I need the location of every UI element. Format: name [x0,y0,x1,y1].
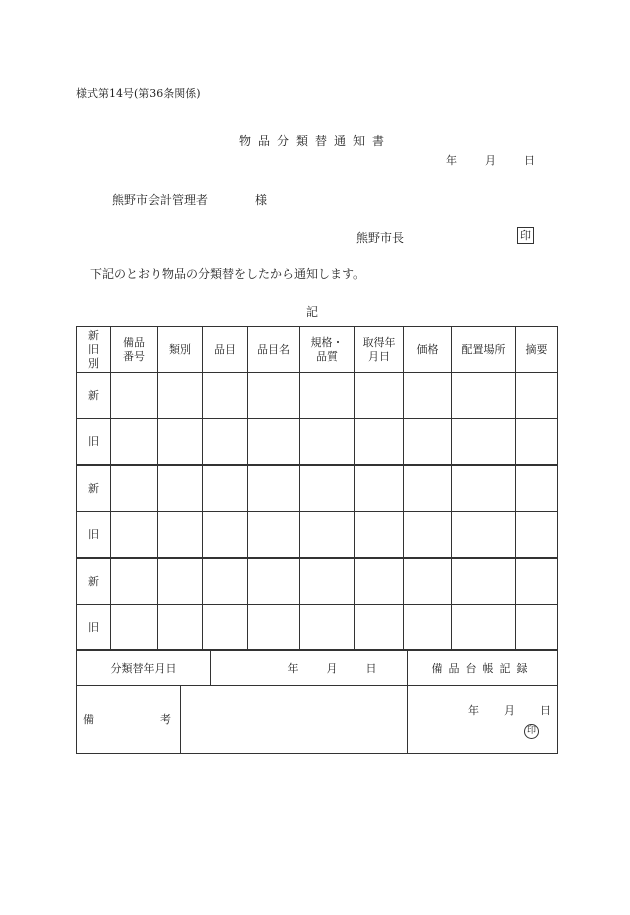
row-kind: 新 [77,373,111,419]
header-kikaku-line1: 規格・ [310,335,344,349]
ledger-seal: 印 [524,724,539,739]
header-kakaku: 価格 [404,327,452,373]
cell[interactable] [203,465,248,512]
reclass-date-value[interactable] [211,650,408,685]
ki-label: 記 [306,305,319,319]
cell[interactable] [404,558,452,605]
cell[interactable] [452,512,516,559]
cell[interactable] [355,558,404,605]
ledger-date [468,702,551,718]
header-shutoku [355,327,404,373]
reclass-month: 月 [326,661,338,675]
header-kikaku-line2: 品質 [316,349,338,363]
header-bihin-no-line2: 番号 [123,349,145,363]
cell[interactable] [203,558,248,605]
ledger-year: 年 [468,703,479,717]
row-kind: 旧 [77,419,111,466]
cell[interactable] [452,373,516,419]
reclass-date-label: 分類替年月日 [77,650,211,685]
cell[interactable] [300,605,355,651]
cell[interactable] [111,558,158,605]
document-title: 物品分類替通知書 [238,134,391,148]
cell[interactable] [404,419,452,466]
table-row [77,512,558,559]
header-kubun-line3: 別 [88,356,99,370]
issue-date [446,152,535,168]
cell[interactable] [203,373,248,419]
cell[interactable] [355,373,404,419]
cell[interactable] [203,419,248,466]
cell[interactable] [158,419,203,466]
header-haichi: 配置場所 [452,327,516,373]
sender-seal: 印 [517,227,534,244]
table-header-row [77,327,558,373]
cell[interactable] [158,465,203,512]
date-month: 月 [485,154,496,167]
cell[interactable] [516,373,558,419]
cell[interactable] [300,558,355,605]
cell[interactable] [355,512,404,559]
cell[interactable] [111,512,158,559]
table-row [77,465,558,512]
remarks-row [77,685,558,753]
row-kind: 旧 [77,605,111,651]
cell[interactable] [203,605,248,651]
row-kind: 新 [77,465,111,512]
cell[interactable] [300,373,355,419]
items-table [76,326,558,651]
header-bihin-no [111,327,158,373]
cell[interactable] [158,512,203,559]
cell[interactable] [452,465,516,512]
table-row [77,558,558,605]
cell[interactable] [452,558,516,605]
reclass-date-row [77,650,558,685]
cell[interactable] [300,465,355,512]
header-kikaku [300,327,355,373]
cell[interactable] [516,419,558,466]
ledger-month: 月 [504,703,515,717]
cell[interactable] [452,419,516,466]
cell[interactable] [404,373,452,419]
header-shutoku-line2: 月日 [368,349,390,363]
reclass-year: 年 [287,661,299,675]
remarks-label-right: 考 [160,713,171,726]
cell[interactable] [516,512,558,559]
cell[interactable] [404,512,452,559]
cell[interactable] [248,465,300,512]
remarks-field[interactable] [181,685,408,753]
reclass-day: 日 [365,661,377,675]
table-row [77,373,558,419]
cell[interactable] [158,373,203,419]
cell[interactable] [404,465,452,512]
header-kubun-line1: 新 [88,328,99,342]
cell[interactable] [111,465,158,512]
remarks-label-left: 備 [83,713,94,726]
cell[interactable] [355,419,404,466]
bottom-table [76,649,558,754]
header-tekiyo: 摘要 [516,327,558,373]
cell[interactable] [111,605,158,651]
cell[interactable] [355,605,404,651]
addressee-honorific: 様 [255,193,268,207]
body-text: 下記のとおり物品の分類替をしたから通知します。 [90,267,366,281]
addressee-name: 熊野市会計管理者 [112,193,209,207]
cell[interactable] [158,605,203,651]
date-day: 日 [524,154,535,167]
header-shutoku-line1: 取得年 [362,335,396,349]
sender-name: 熊野市長 [356,231,405,245]
cell[interactable] [248,512,300,559]
cell[interactable] [203,512,248,559]
cell[interactable] [516,558,558,605]
cell[interactable] [300,512,355,559]
cell[interactable] [355,465,404,512]
header-kubun [77,327,111,373]
table-row [77,605,558,651]
cell[interactable] [248,419,300,466]
header-bihin-no-line1: 備品 [123,335,145,349]
cell[interactable] [404,605,452,651]
cell[interactable] [111,373,158,419]
cell[interactable] [516,605,558,651]
header-bunrui: 類別 [158,327,203,373]
ledger-label: 備品台帳記録 [408,650,558,685]
cell[interactable] [111,419,158,466]
cell[interactable] [516,465,558,512]
header-hinmoku: 品目 [203,327,248,373]
cell[interactable] [158,558,203,605]
header-kubun-line2: 旧 [88,342,99,356]
row-kind: 旧 [77,512,111,559]
ledger-day: 日 [540,703,551,717]
date-year: 年 [446,154,457,167]
header-hinmokumei: 品目名 [248,327,300,373]
form-number: 様式第14号(第36条関係) [76,87,201,100]
cell[interactable] [300,419,355,466]
cell[interactable] [248,558,300,605]
remarks-label [77,685,181,753]
cell[interactable] [452,605,516,651]
cell[interactable] [248,605,300,651]
cell[interactable] [248,373,300,419]
ledger-record-cell[interactable] [408,685,558,753]
row-kind: 新 [77,558,111,605]
table-row [77,419,558,466]
